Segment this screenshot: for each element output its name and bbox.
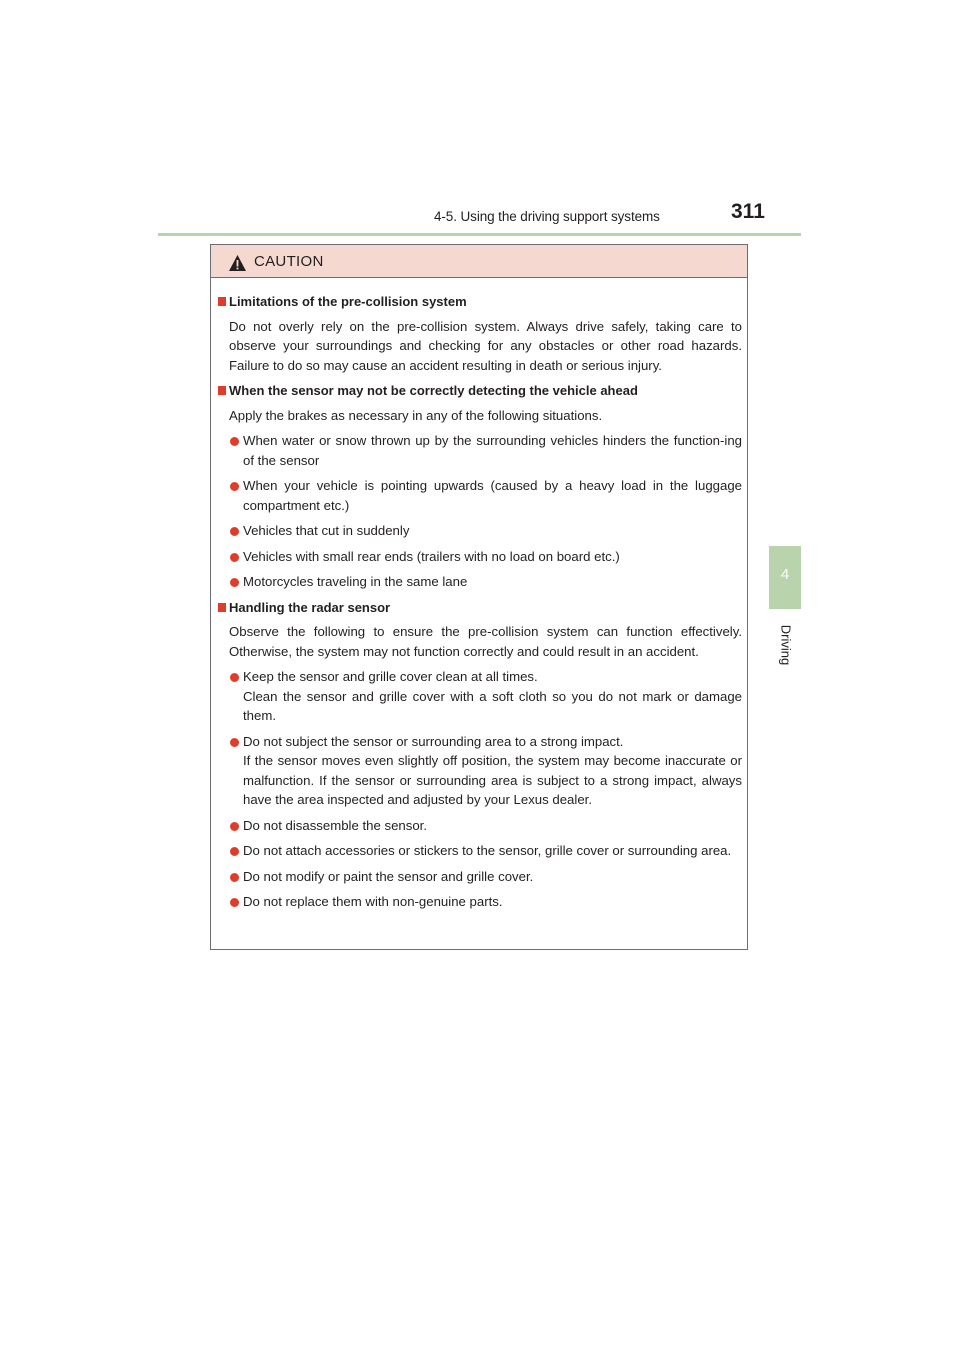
list-item — [218, 547, 742, 567]
list-item-detail: If the sensor moves even slightly off position, the system may become inaccurate or malfunction. If the sensor or surrounding area is subject to a strong impact, always have the area inspected and adjusted by your Lexus dealer. — [243, 753, 742, 807]
round-bullet-icon — [230, 437, 239, 446]
paragraph: Apply the brakes as necessary in any of the following situations. — [229, 407, 603, 423]
list-item — [218, 867, 742, 887]
chapter-label-text: Driving — [778, 624, 794, 666]
list-item — [218, 521, 742, 541]
list-item — [218, 476, 742, 515]
round-bullet-icon — [230, 553, 239, 562]
list-item-text: When water or snow thrown up by the surrounding vehicles hinders the function-ing of the sensor — [243, 433, 742, 468]
round-bullet-icon — [230, 482, 239, 491]
chapter-tab — [769, 546, 801, 609]
round-bullet-icon — [230, 738, 239, 747]
section-heading — [218, 598, 742, 618]
section-heading — [218, 381, 742, 401]
round-bullet-icon — [230, 898, 239, 907]
square-bullet-icon — [218, 603, 226, 612]
round-bullet-icon — [230, 873, 239, 882]
heading-text: When the sensor may not be correctly detecting the vehicle ahead — [229, 383, 638, 398]
list-item — [218, 431, 742, 470]
list-item — [218, 892, 742, 912]
round-bullet-icon — [230, 527, 239, 536]
caution-box — [210, 244, 748, 950]
list-item-text: Vehicles that cut in suddenly — [243, 523, 410, 538]
list-item-text: When your vehicle is pointing upwards (caused by a heavy load in the luggage compartment etc.) — [243, 478, 742, 513]
list-item-detail: Clean the sensor and grille cover with a soft cloth so you do not mark or damage them. — [243, 688, 742, 723]
header-rule — [158, 233, 801, 236]
square-bullet-icon — [218, 297, 226, 306]
list-item-text: Keep the sensor and grille cover clean at all times. — [243, 669, 538, 684]
list-item-text: Do not subject the sensor or surrounding area to a strong impact. — [243, 733, 624, 749]
round-bullet-icon — [230, 673, 239, 682]
list-item-text: Do not modify or paint the sensor and grille cover. — [243, 868, 534, 884]
list-item-text: Do not replace them with non-genuine parts. — [243, 894, 503, 909]
paragraph: Observe the following to ensure the pre-collision system can function effectively. Otherwise, the system may not function correctly and could result in an accident. — [229, 624, 742, 659]
list-item-text: Do not attach accessories or stickers to the sensor, grille cover or surrounding area. — [243, 843, 732, 858]
list-item-text: Motorcycles traveling in the same lane — [243, 574, 468, 589]
list-item — [218, 841, 742, 861]
section-title: 4-5. Using the driving support systems — [434, 209, 660, 224]
list-item — [218, 667, 742, 726]
heading-text: Handling the radar sensor — [229, 599, 391, 615]
list-item-text: Vehicles with small rear ends (trailers with no load on board etc.) — [243, 548, 620, 564]
caution-header — [211, 245, 747, 278]
list-item-text: Do not disassemble the sensor. — [243, 817, 427, 833]
chapter-number: 4 — [780, 566, 790, 583]
caution-title: CAUTION — [254, 253, 324, 270]
heading-text: Limitations of the pre-collision system — [229, 294, 467, 309]
section-heading — [218, 292, 742, 312]
round-bullet-icon — [230, 847, 239, 856]
list-item — [218, 816, 742, 836]
round-bullet-icon — [230, 578, 239, 587]
warning-triangle-icon — [228, 254, 247, 272]
caution-body — [211, 278, 747, 912]
list-item — [218, 572, 742, 592]
page-number: 311 — [731, 200, 765, 223]
list-item — [218, 732, 742, 810]
square-bullet-icon — [218, 386, 226, 395]
round-bullet-icon — [230, 822, 239, 831]
paragraph: Do not overly rely on the pre-collision system. Always drive safely, taking care to observe your surroundings and checking for any obstacles or other road hazards. Failure to do so may cause an accident resulting in death or serious injury. — [229, 318, 742, 373]
